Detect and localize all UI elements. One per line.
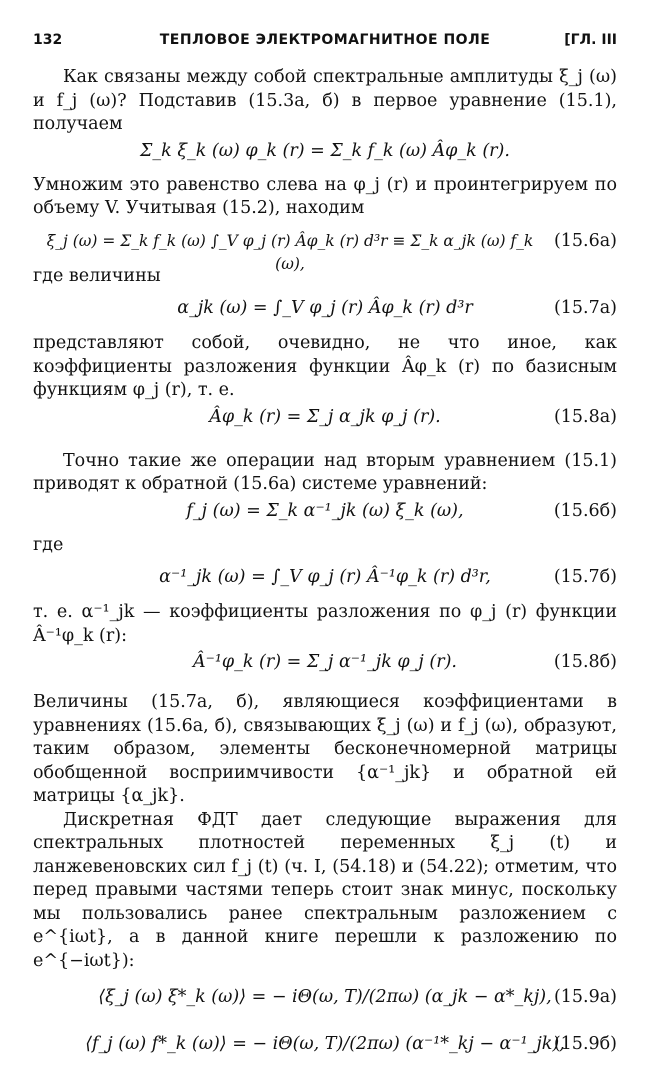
where-label-2: где xyxy=(33,534,64,555)
equation-formula: Â⁻¹φ_k (r) = Σ_j α⁻¹_jk φ_j (r). xyxy=(193,652,457,672)
equation-15-8a xyxy=(33,406,617,437)
paragraph-2: Умножим это равенство слева на φ_j (r) и проинтегрируем по объему V. Учитывая (15.2), находим xyxy=(33,174,617,218)
equation-15-6a xyxy=(33,224,617,273)
equation-formula: Âφ_k (r) = Σ_j α_jk φ_j (r). xyxy=(209,406,441,427)
equation-number: (15.8б) xyxy=(553,652,617,672)
page-header xyxy=(33,32,617,54)
chapter-label: [ГЛ. III xyxy=(564,32,617,48)
equation-number: (15.7а) xyxy=(553,298,617,318)
equation-15-7b xyxy=(33,560,617,598)
equation-formula: ⟨ξ_j (ω) ξ*_k (ω)⟩ = − iΘ(ω, T)/(2πω) (α_jk − α*_kj), xyxy=(98,987,552,1007)
equation-formula: ξ_j (ω) = Σ_k f_k (ω) ∫_V φ_j (r) Âφ_k (r) d³r ≡ Σ_k α_jk (ω) f_k (ω), xyxy=(46,231,534,273)
equation-number: (15.6б) xyxy=(553,500,617,521)
equation-formula: Σ_k ξ_k (ω) φ_k (r) = Σ_k f_k (ω) Âφ_k (r). xyxy=(140,140,510,161)
equation-unnumbered xyxy=(33,140,617,171)
equation-15-9a xyxy=(33,976,617,1020)
equation-15-9b xyxy=(33,1023,617,1067)
equation-15-7a xyxy=(33,291,617,329)
paragraph-1: Как связаны между собой спектральные амплитуды ξ_j (ω) и f_j (ω)? Подставив (15.3а, б) в первое уравнение (15.1), получаем xyxy=(33,67,617,134)
equation-15-8b xyxy=(33,651,617,682)
page-number: 132 xyxy=(33,32,63,48)
equation-number: (15.9а) xyxy=(553,987,617,1007)
running-title: ТЕПЛОВОЕ ЭЛЕКТРОМАГНИТНОЕ ПОЛЕ xyxy=(159,32,491,48)
equation-number: (15.9б) xyxy=(553,1034,617,1054)
equation-formula: α_jk (ω) = ∫_V φ_j (r) Âφ_k (r) d³r xyxy=(177,298,473,318)
equation-formula: ⟨f_j (ω) f*_k (ω)⟩ = − iΘ(ω, T)/(2πω) (α⁻¹*_kj − α⁻¹_jk), xyxy=(85,1034,565,1054)
where-label-1: где величины xyxy=(33,265,161,286)
equation-number: (15.8а) xyxy=(553,406,617,427)
equation-15-6b xyxy=(33,500,617,531)
paragraph-3: представляют собой, очевидно, не что иное, как коэффициенты разложения функции Âφ_k (r) по базисным функциям φ_j (r), т. е. xyxy=(33,333,617,400)
equation-number: (15.6а) xyxy=(553,230,617,251)
paragraph-4: Точно такие же операции над вторым уравнением (15.1) приводят к обратной (15.6а) системе уравнений: xyxy=(33,450,617,494)
equation-formula: α⁻¹_jk (ω) = ∫_V φ_j (r) Â⁻¹φ_k (r) d³r, xyxy=(159,567,491,587)
paragraph-6: Величины (15.7а, б), являющиеся коэффициентами в уравнениях (15.6а, б), связывающих ξ_j (ω) и f_j (ω), образуют, таким образом, элементы бесконечномерной матрицы обобщенной восприимчивости {α⁻¹_jk} и обратной ей матрицы {α_jk}. xyxy=(33,692,617,806)
equation-number: (15.7б) xyxy=(553,567,617,587)
paragraph-7: Дискретная ФДТ дает следующие выражения для спектральных плотностей переменных ξ_j (t) и ланжевеновских сил f_j (t) (ч. I, (54.18) и (54.22); отметим, что перед правыми частями теперь стоит знак минус, поскольку мы пользовались ранее спектральным разложением с e^{iωt}, а в данной книге перешли к разложению по e^{−iωt}): xyxy=(33,809,617,971)
equation-formula: f_j (ω) = Σ_k α⁻¹_jk (ω) ξ_k (ω), xyxy=(186,500,464,521)
paragraph-5: т. е. α⁻¹_jk — коэффициенты разложения по φ_j (r) функции Â⁻¹φ_k (r): xyxy=(33,602,617,646)
page-body xyxy=(33,66,617,1070)
